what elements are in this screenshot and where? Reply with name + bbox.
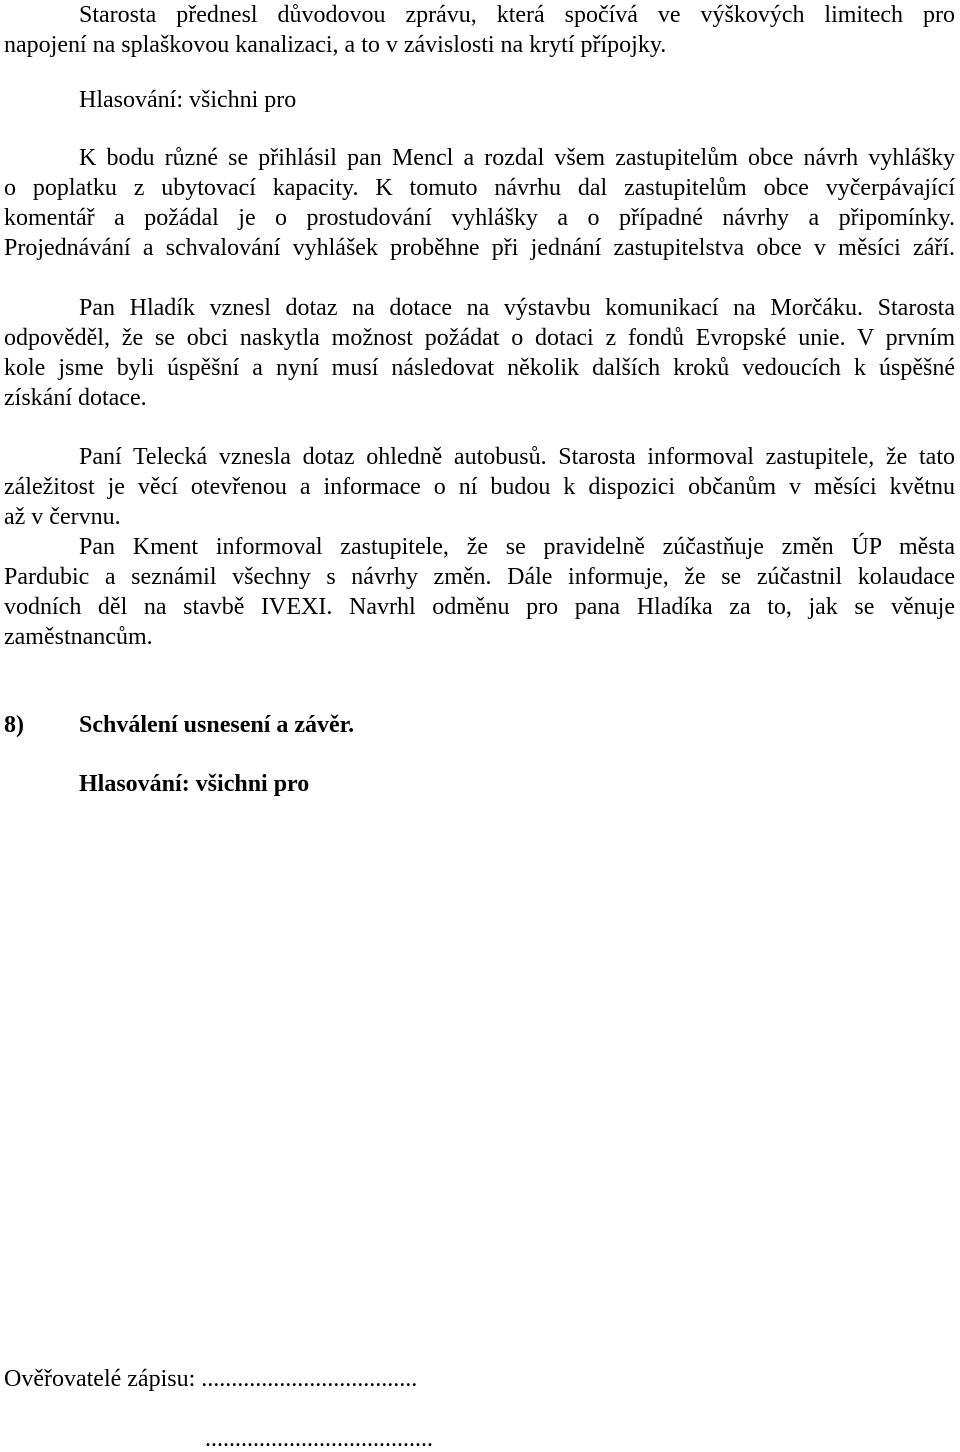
paragraph-line: komentář a požádal je o prostudování vyhlášky a o případné návrhy a připomínky. — [4, 205, 955, 231]
section-8-heading — [4, 710, 955, 740]
vote-text: Hlasování: všichni pro — [79, 771, 310, 797]
vote-result-1 — [4, 85, 955, 115]
paragraph-line: vodních děl na stavbě IVEXI. Navrhl odměnu pro pana Hladíka za to, jak se věnuje — [4, 594, 955, 620]
paragraph-line: záležitost je věcí otevřenou a informace o ní budou k dispozici občanům v měsíci květnu — [4, 474, 955, 500]
verifiers-block — [4, 1364, 955, 1394]
verifiers-line — [4, 1364, 955, 1394]
signature-line-1: .................................... — [201, 1366, 418, 1392]
section-number: 8) — [4, 712, 24, 738]
section-title: Schválení usnesení a závěr. — [79, 712, 355, 738]
paragraph-line: Starosta přednesl důvodovou zprávu, která spočívá ve výškových limitech pro — [79, 2, 955, 28]
vote-result-2 — [4, 769, 955, 799]
paragraph-line: Projednávání a schvalování vyhlášek proběhne při jednání zastupitelstva obce v měsíci září. — [4, 235, 955, 261]
paragraph-line: napojení na splaškovou kanalizaci, a to v závislosti na krytí přípojky. — [4, 32, 667, 58]
paragraph-kment — [4, 532, 955, 652]
paragraph-line: Pan Hladík vznesl dotaz na dotace na výstavbu komunikací na Morčáku. Starosta — [79, 295, 955, 321]
paragraph-telecka — [4, 442, 955, 532]
paragraph-line: odpověděl, že se obci naskytla možnost požádat o dotaci z fondů Evropské unie. V prvním — [4, 325, 955, 351]
paragraph-line: až v červnu. — [4, 504, 121, 530]
signature-line-2: ...................................... — [205, 1426, 433, 1452]
paragraph-line: Pardubic a seznámil všechny s návrhy změn. Dále informuje, že se zúčastnil kolaudace — [4, 564, 955, 590]
paragraph-line: získání dotace. — [4, 385, 147, 411]
paragraph-line: kole jsme byli úspěšní a nyní musí následovat několik dalších kroků vedoucích k úspěšné — [4, 355, 955, 381]
paragraph-intro — [4, 0, 955, 60]
verifiers-label: Ověřovatelé zápisu: — [4, 1366, 196, 1392]
paragraph-line: zaměstnancům. — [4, 624, 153, 650]
paragraph-line: o poplatku z ubytovací kapacity. K tomuto návrhu dal zastupitelům obce vyčerpávající — [4, 175, 955, 201]
paragraph-line: Paní Telecká vznesla dotaz ohledně autobusů. Starosta informoval zastupitele, že tato — [79, 444, 955, 470]
paragraph-line: K bodu různé se přihlásil pan Mencl a rozdal všem zastupitelům obce návrh vyhlášky — [79, 145, 955, 171]
vote-text: Hlasování: všichni pro — [79, 87, 297, 113]
paragraph-misc — [4, 143, 955, 263]
paragraph-line: Pan Kment informoval zastupitele, že se pravidelně zúčastňuje změn ÚP města — [79, 534, 955, 560]
paragraph-hladik — [4, 293, 955, 413]
